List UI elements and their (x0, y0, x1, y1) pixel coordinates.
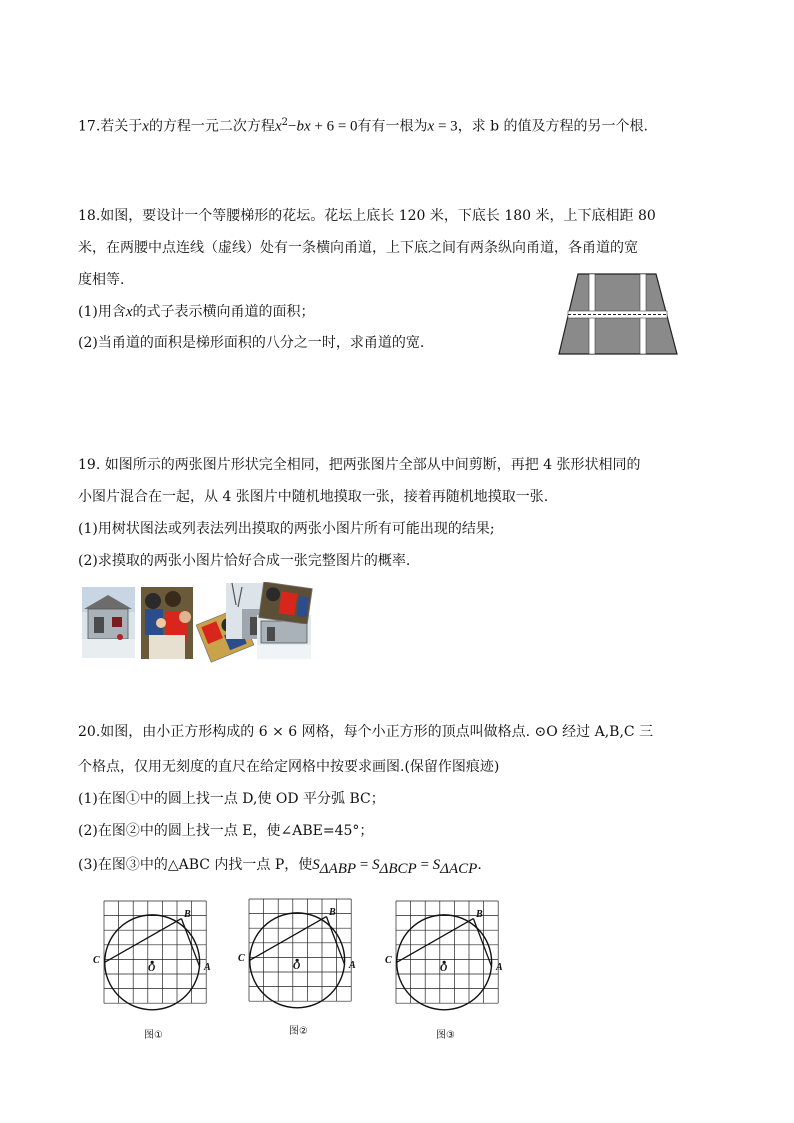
point-o-label: O (148, 963, 156, 974)
q19-line-1: 19. 如图所示的两张图片形状完全相同，把两张图片全部从中间剪断，再把 4 张形状相同的 (78, 457, 641, 473)
point-c-label: C (385, 955, 392, 966)
point-c-label: C (238, 953, 245, 964)
grid-figure-3 (384, 895, 516, 1045)
point-a-label: A (204, 962, 211, 973)
q20-part-2: (2)在图②中的圆上找一点 E，使∠ABE=45°； (78, 823, 374, 839)
photo-b-right-half (141, 587, 193, 659)
point-o-label: O (293, 961, 301, 972)
segment-cb (250, 917, 327, 961)
figure-caption-3: 图③ (436, 1030, 455, 1041)
q18-part-1: (1)用含x的式子表示横向甬道的面积； (78, 304, 315, 320)
point-a-label: A (349, 960, 356, 971)
equation-x: x (274, 118, 282, 135)
point-a-label: A (496, 962, 503, 973)
q17-text: 17.若关于x的方程一元二次方程$x^2-bx + 6 = 0$有有一根为x = 3，求 b 的值及方程的另一个根. (78, 117, 648, 135)
figure-caption-1: 图① (144, 1030, 163, 1041)
figure-caption-2: 图② (289, 1026, 308, 1037)
q18-line-3: 度相等. (78, 272, 125, 288)
horizontal-path (568, 311, 667, 318)
q19-part-1: (1)用树状图法或列表法列出摸取的两张小图片所有可能出现的结果; (78, 521, 495, 537)
point-c-label: C (93, 955, 100, 966)
q19-part-2: (2)求摸取的两张小图片恰好合成一张完整图片的概率. (78, 553, 411, 569)
point-b-label: B (476, 909, 483, 920)
grid-figure-1 (92, 895, 224, 1045)
q19-line-2: 小图片混合在一起，从 4 张图片中随机地摸取一张，接着再随机地摸取一张. (78, 489, 549, 505)
q20-line-2: 个格点，仅用无刻度的直尺在给定网格中按要求画图.(保留作图痕迹) (78, 759, 500, 775)
q18-line-2: 米，在两腰中点连线（虚线）处有一条横向甬道，上下底之间有两条纵向甬道，各甬道的宽 (78, 240, 638, 256)
q20-part-1: (1)在图①中的圆上找一点 D,使 OD 平分弧 BC； (78, 791, 385, 807)
segment-cb (105, 919, 182, 963)
photo-b-piece-top (258, 582, 313, 624)
point-b-label: B (329, 907, 336, 918)
q17-number: 17. (78, 118, 101, 135)
grid-figure-2 (237, 893, 369, 1043)
q18-line-1: 18.如图，要设计一个等腰梯形的花坛。花坛上底长 120 米，下底长 180 米，上下底相距 80 (78, 208, 656, 224)
q20-line-1: 20.如图，由小正方形构成的 6 × 6 网格，每个小正方形的顶点叫做格点. ⊙O 经过 A,B,C 三 (78, 724, 654, 740)
point-o-label: O (440, 963, 448, 974)
point-b-label: B (184, 909, 191, 920)
segment-cb (397, 919, 474, 963)
photo-a-left-half (82, 587, 135, 658)
q20-part-3: (3)在图③中的△ABC 内找一点 P，使$S_{\Delta ABP} = S_{\Delta BCP} = S_{\Delta ACP}$. (78, 857, 482, 877)
q18-part-2: (2)当甬道的面积是梯形面积的八分之一时，求甬道的宽. (78, 335, 425, 351)
trapezoid-flowerbed-figure (556, 271, 680, 357)
